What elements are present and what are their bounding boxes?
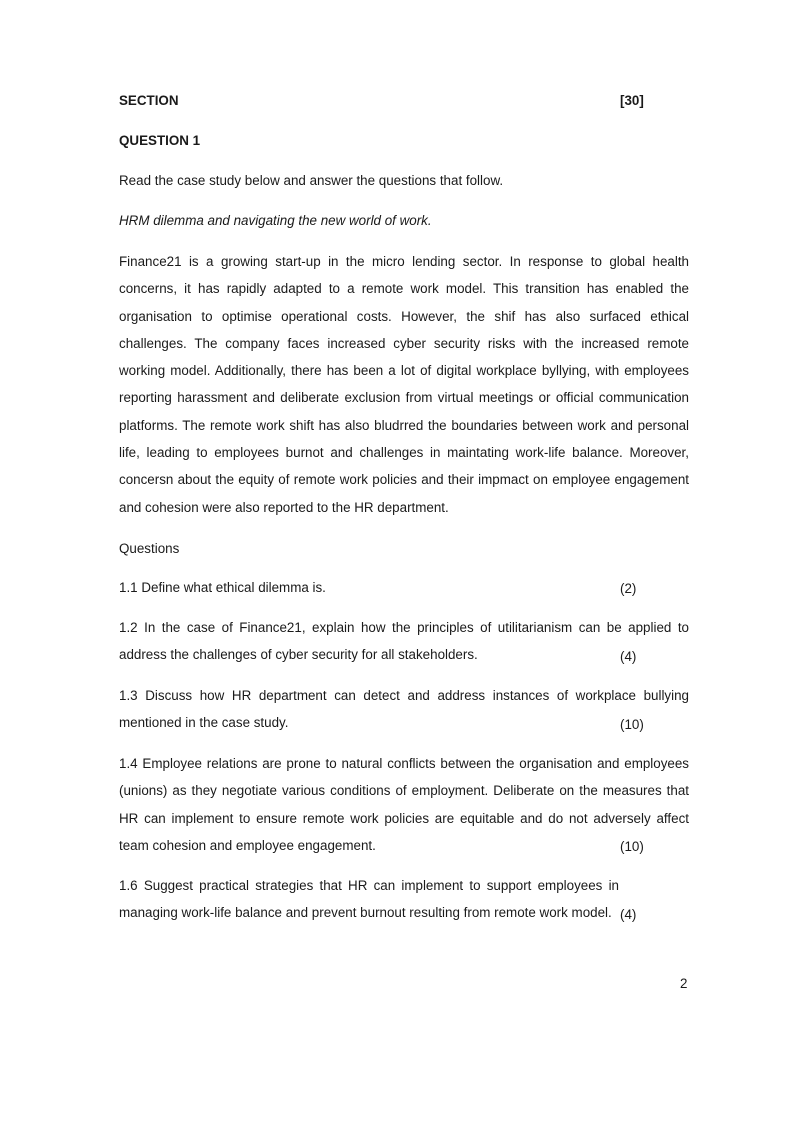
question-marks: (4) <box>620 649 637 664</box>
section-label: SECTION <box>119 93 179 108</box>
case-title: HRM dilemma and navigating the new world of work. <box>119 213 432 228</box>
question-marks: (4) <box>620 907 637 922</box>
question-1-6 <box>119 872 619 927</box>
question-text: 1.6 Suggest practical strategies that HR can implement to support employees in managing work-life balance and prevent burnout resulting from remote work model. <box>119 878 619 921</box>
question-text: 1.1 Define what ethical dilemma is. <box>119 580 326 595</box>
section-marks: [30] <box>620 93 644 108</box>
question-text: 1.4 Employee relations are prone to natural conflicts between the organisation and employees (unions) as they negotiate various conditions of employment. Deliberate on the measures that HR can implement to ensure remote work policies are equitable and do not adversely affect team cohesion and employee engagement. <box>119 756 689 853</box>
instruction-text: Read the case study below and answer the questions that follow. <box>119 173 504 188</box>
case-study-paragraph: Finance21 is a growing start-up in the micro lending sector. In response to global health concerns, it has rapidly adapted to a remote work model. This transition has enabled the organisation to optimise operational costs. However, the shif has also surfaced ethical challenges. The company faces increased cyber security risks with the increased remote working model. Additionally, there has been a lot of digital workplace byllying, with employees reporting harassment and deliberate exclusion from virtual meetings or official communication platforms. The remote work shift has also bludrred the boundaries between work and personal life, leading to employees burnot and challenges in maintating work-life balance. Moreover, concersn about the equity of remote work policies and their impmact on employee engagement and cohesion were also reported to the HR department. <box>119 254 689 515</box>
question-text: 1.2 In the case of Finance21, explain how the principles of utilitarianism can be applied to address the challenges of cyber security for all stakeholders. <box>119 620 689 663</box>
question-marks: (2) <box>620 581 637 596</box>
question-1-2 <box>119 614 689 669</box>
question-title: QUESTION 1 <box>119 133 201 148</box>
question-1-1 <box>119 574 689 601</box>
question-marks: (10) <box>620 839 644 854</box>
question-text: 1.3 Discuss how HR department can detect and address instances of workplace bullying mentioned in the case study. <box>119 688 689 731</box>
question-marks: (10) <box>620 717 644 732</box>
page-number: 2 <box>680 976 688 991</box>
question-1-3 <box>119 682 689 737</box>
question-1-4 <box>119 750 689 859</box>
questions-heading: Questions <box>119 541 180 556</box>
